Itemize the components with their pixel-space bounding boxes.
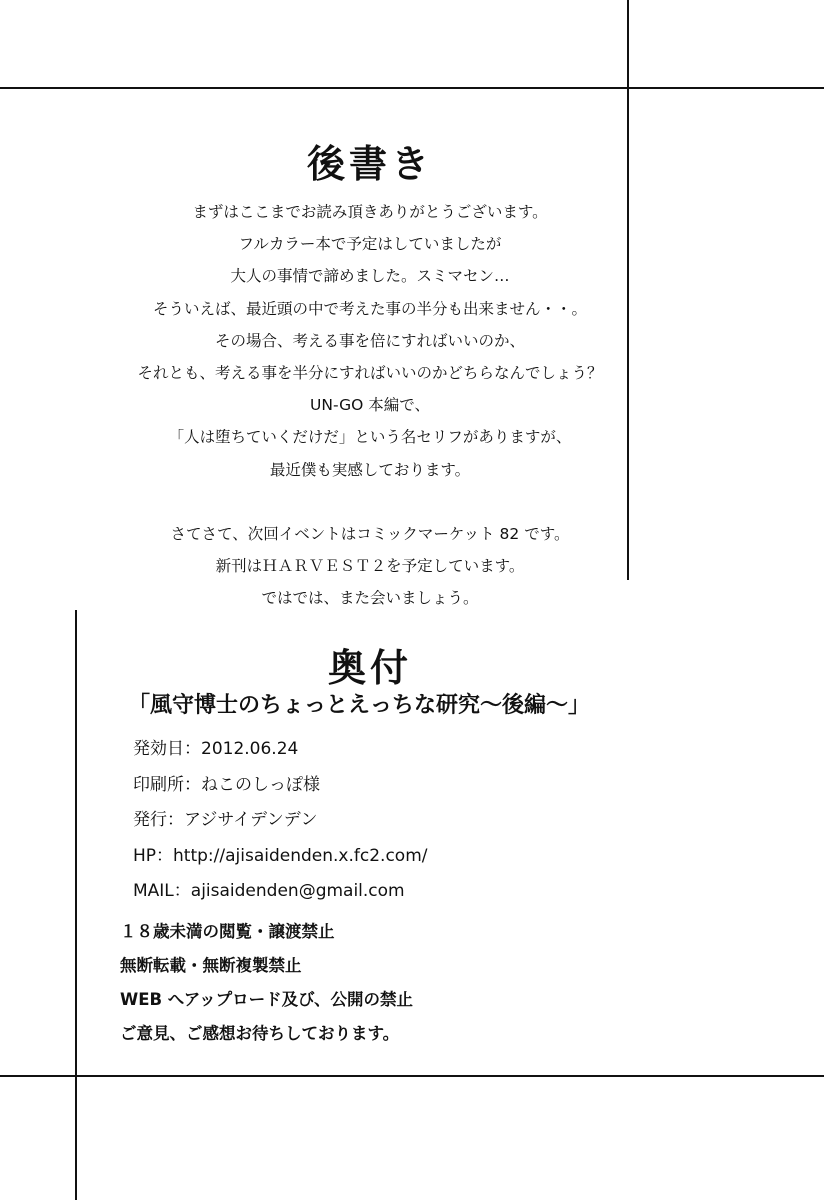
homepage-url: HP：http://ajisaidenden.x.fc2.com/ bbox=[133, 845, 428, 866]
afterword-line: 新刊はＨＡＲＶＥＳＴ２を予定しています。 bbox=[215, 556, 525, 575]
afterword-line: 最近僕も実感しております。 bbox=[269, 460, 471, 479]
printer: 印刷所：ねこのしっぽ様 bbox=[133, 774, 320, 795]
afterword-title: 後書き bbox=[306, 142, 433, 186]
afterword-line: UN-GO 本編で、 bbox=[310, 396, 430, 415]
publisher: 発行：アジサイデンデン bbox=[133, 810, 318, 831]
colophon-title: 奥付 bbox=[327, 646, 412, 690]
afterword-line: それとも、考える事を半分にすればいいのかどちらなんでしょう？ bbox=[137, 363, 603, 382]
colophon-notices bbox=[120, 915, 413, 1051]
afterword-blank-line bbox=[0, 486, 740, 518]
afterword-text bbox=[0, 196, 740, 614]
notice-line: １８歳未満の閲覧・譲渡禁止 bbox=[120, 922, 335, 941]
frame-line-left bbox=[75, 610, 77, 1200]
notice-line: 無断転載・無断複製禁止 bbox=[120, 956, 302, 975]
afterword-line: さてさて、次回イベントはコミックマーケット 82 です。 bbox=[170, 524, 570, 543]
book-title: 「風守博士のちょっとえっちな研究～後編～」 bbox=[128, 693, 591, 718]
notice-line: ご意見、ご感想お待ちしております。 bbox=[120, 1024, 400, 1043]
afterword-line: 「人は堕ちていくだけだ」という名セリフがありますが、 bbox=[168, 428, 572, 447]
frame-line-top bbox=[0, 87, 824, 89]
afterword-line: フルカラー本で予定はしていましたが bbox=[238, 235, 502, 254]
notice-line: WEB へアップロード及び、公開の禁止 bbox=[120, 990, 413, 1009]
contact-email: MAIL：ajisaidenden@gmail.com bbox=[133, 881, 405, 902]
afterword-line: その場合、考える事を倍にすればいいのか、 bbox=[214, 331, 525, 350]
afterword-line: まずはここまでお読み頂きありがとうございます。 bbox=[192, 203, 548, 221]
frame-line-bottom bbox=[0, 1075, 824, 1077]
afterword-line: 大人の事情で諦めました。スミマセン… bbox=[230, 267, 510, 286]
afterword-line: ではでは、また会いましょう。 bbox=[261, 589, 479, 608]
afterword-line: そういえば、最近頭の中で考えた事の半分も出来ません・・。 bbox=[152, 299, 587, 318]
publish-date: 発効日：2012.06.24 bbox=[133, 739, 299, 759]
colophon-info bbox=[133, 731, 427, 909]
